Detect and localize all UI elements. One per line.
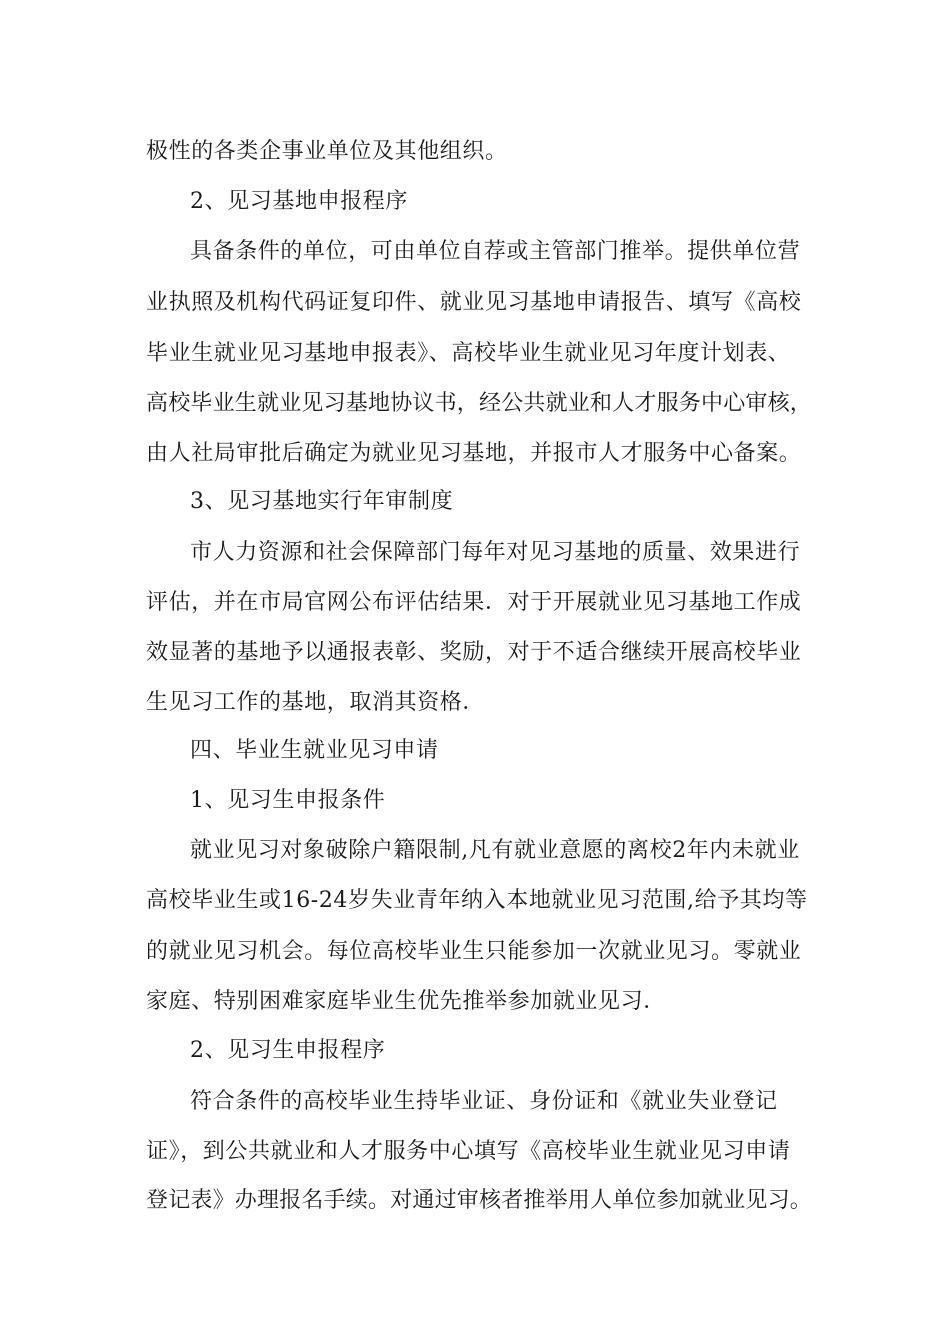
section-heading: 3、见习基地实行年审制度 xyxy=(190,489,454,514)
text-line: 证》，到公共就业和人才服务中心填写《高校毕业生就业见习申请 xyxy=(146,1139,791,1164)
text-line: 高校毕业生就业见习基地协议书，经公共就业和人才服务中心审核， xyxy=(146,391,813,416)
text-line: 家庭、特别困难家庭毕业生优先推举参加就业见习． xyxy=(146,989,666,1014)
paragraph-first-line: 就业见习对象破除户籍限制,凡有就业意愿的离校2年内未就业 xyxy=(190,838,800,863)
paragraph-first-line: 市人力资源和社会保障部门每年对见习基地的质量、效果进行 xyxy=(190,540,801,565)
section-heading: 2、见习生申报程序 xyxy=(190,1038,386,1063)
text-line: 毕业生就业见习基地申报表》、高校毕业生就业见习年度计划表、 xyxy=(146,341,791,366)
text-line: 高校毕业生或16-24岁失业青年纳入本地就业见习范围,给予其均等 xyxy=(146,888,808,913)
text-line: 极性的各类企事业单位及其他组织。 xyxy=(146,139,508,164)
text-line: 业执照及机构代码证复印件、就业见习基地申请报告、填写《高校 xyxy=(146,290,802,315)
chapter-heading: 四、毕业生就业见习申请 xyxy=(190,738,439,763)
section-heading: 2、见习基地申报程序 xyxy=(190,189,408,214)
text-line: 生见习工作的基地，取消其资格． xyxy=(146,690,486,715)
text-line: 由人社局审批后确定为就业见习基地，并报市人才服务中心备案。 xyxy=(146,441,802,466)
text-line: 评估，并在市局官网公布评估结果．对于开展就业见习基地工作成 xyxy=(146,590,802,615)
text-line: 登记表》办理报名手续。对通过审核者推举用人单位参加就业见习。 xyxy=(146,1188,813,1213)
text-line: 效显著的基地予以通报表彰、奖励，对于不适合继续开展高校毕业 xyxy=(146,640,802,665)
section-heading: 1、见习生申报条件 xyxy=(190,788,386,813)
text-line: 的就业见习机会。每位高校毕业生只能参加一次就业见习。零就业 xyxy=(146,939,802,964)
paragraph-first-line: 符合条件的高校毕业生持毕业证、身份证和《就业失业登记 xyxy=(190,1089,778,1114)
paragraph-first-line: 具备条件的单位，可由单位自荐或主管部门推举。提供单位营 xyxy=(190,239,801,264)
